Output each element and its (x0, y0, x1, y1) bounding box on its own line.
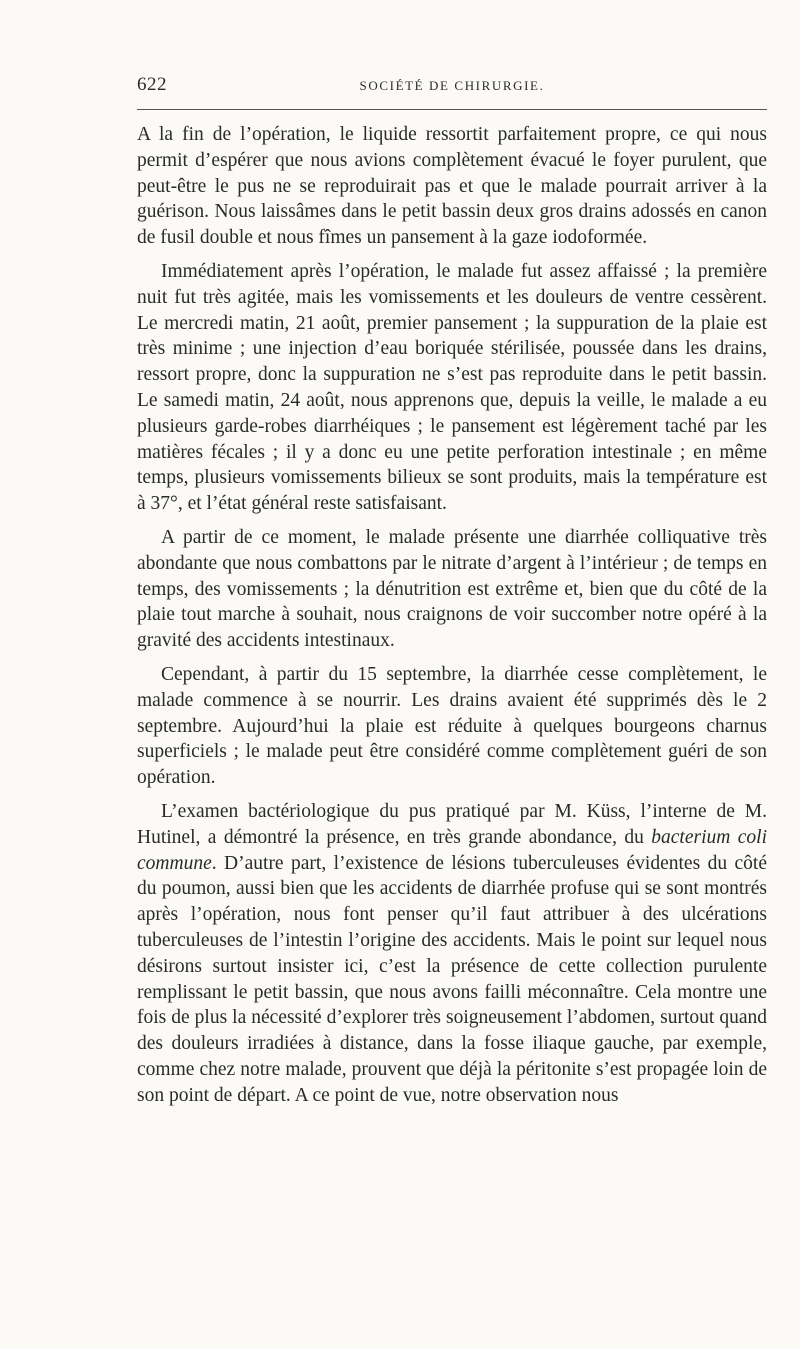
body-text (137, 122, 767, 1116)
paragraph-3: A partir de ce moment, le malade présente une diarrhée colliquative très abondante que nous combattons par le nitrate d’argent à l’intérieur ; de temps en temps, des vomissements ; la dénutrition est extrême et, bien que du côté de la plaie tout marche à souhait, nous craignons de voir succomber notre opéré à la gravité des accidents intestinaux. (137, 526, 767, 652)
paragraph-5-part-2: . D’autre part, l’existence de lésions tuberculeuses évidentes du côté du poumon, aussi bien que les accidents de diarrhée profuse qui se sont montrés après l’opération, nous font penser qu’il faut attribuer à des ulcérations tuberculeuses de l’intestin l’origine des accidents. Mais le point sur lequel nous désirons surtout insister ici, c’est la présence de cette collection purulente remplissant le petit bassin, que nous avons failli méconnaître. Cela montre une fois de plus la nécessité d’explorer très soigneusement l’abdomen, surtout quand des douleurs irradiées à distance, dans la fosse iliaque gauche, par exemple, comme chez notre malade, prouvent que déjà la péritonite s’est propagée loin de son point de départ. A ce point de vue, notre observation nous (137, 852, 767, 1106)
page-number: 622 (137, 74, 167, 95)
paragraph-1: A la fin de l’opération, le liquide ressortit parfaitement propre, ce qui nous permit d’espérer que nous avions complètement évacué le foyer purulent, que peut-être le pus ne se reproduirait pas et que le malade pourrait arriver à la guérison. Nous laissâmes dans le petit bassin deux gros drains adossés en canon de fusil double et nous fîmes un pansement à la gaze iodoformée. (137, 124, 767, 249)
paragraph-5-part-1: L’examen bactériologique du pus pratiqué par M. Küss, l’interne de M. Hutinel, a démontré la présence, en très grande abondance, du (137, 800, 767, 848)
bacterium-name: bacterium coli commune (137, 826, 767, 874)
running-title: SOCIÉTÉ DE CHIRURGIE. (359, 78, 545, 93)
paragraph-5 (137, 799, 767, 1109)
paragraph-4: Cependant, à partir du 15 septembre, la diarrhée cesse complètement, le malade commence à se nourrir. Les drains avaient été supprimés dès le 2 septembre. Aujourd’hui la plaie est réduite à quelques bourgeons charnus superficiels ; le malade peut être considéré comme complètement guéri de son opération. (137, 663, 767, 789)
header-rule (137, 109, 767, 110)
paragraph-2: Immédiatement après l’opération, le malade fut assez affaissé ; la première nuit fut très agitée, mais les vomissements et les douleurs de ventre cessèrent. Le mercredi matin, 21 août, premier pansement ; la suppuration de la plaie est très minime ; une injection d’eau boriquée stérilisée, poussée dans les drains, ressort propre, donc la suppuration ne s’est pas reproduite dans le petit bassin. Le samedi matin, 24 août, nous apprenons que, depuis la veille, le malade a eu plusieurs garde-robes diarrhéiques ; le pansement est légèrement taché par les matières fécales ; il y a donc eu une petite perforation intestinale ; en même temps, plusieurs vomissements bilieux se sont produits, mais la température est à 37°, et l’état général reste satisfaisant. (137, 260, 767, 515)
page-header (137, 74, 767, 104)
